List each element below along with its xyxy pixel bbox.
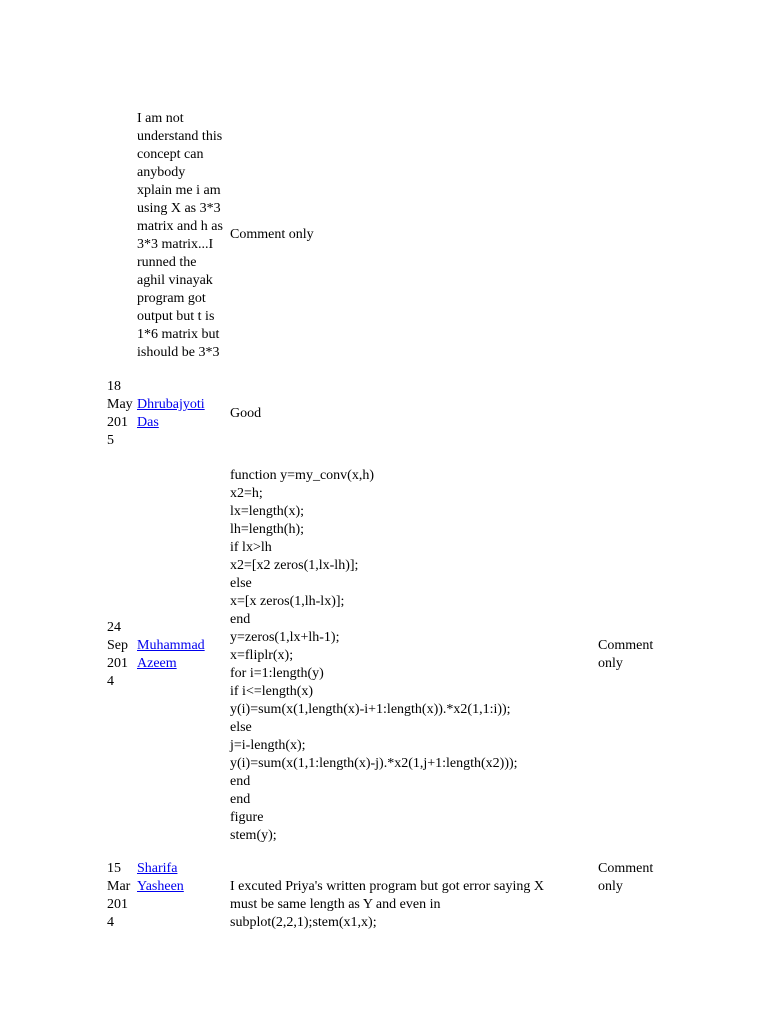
text-line: runned the: [137, 255, 197, 270]
text-line: function y=my_conv(x,h): [230, 468, 374, 483]
text-line: Mar: [107, 879, 131, 894]
text-line: I excuted Priya's written program but got error saying X: [230, 879, 544, 894]
text-line: 3*3 matrix...I: [137, 237, 214, 252]
comment-text: [230, 405, 261, 423]
text-line: Good: [230, 406, 262, 421]
text-line: output but t is: [137, 309, 215, 324]
comment-text: [230, 878, 544, 932]
comment-date: [107, 378, 133, 450]
text-line: I am not: [137, 111, 184, 126]
text-line: matrix and h as: [137, 219, 223, 234]
text-line: understand this: [137, 129, 223, 144]
status-label: [598, 637, 653, 673]
text-line: x2=h;: [230, 486, 263, 501]
author-link[interactable]: [137, 637, 205, 673]
text-line: Sharifa: [137, 861, 178, 876]
author-link[interactable]: [137, 860, 184, 896]
text-line: concept can: [137, 147, 204, 162]
text-line: y=zeros(1,lx+lh-1);: [230, 630, 340, 645]
text-line: stem(y);: [230, 828, 277, 843]
text-line: if i<=length(x): [230, 684, 314, 699]
text-line: Dhrubajyoti: [137, 397, 205, 412]
comment-code: [230, 467, 518, 845]
text-line: only: [598, 879, 623, 894]
text-line: end: [230, 774, 251, 789]
text-line: 201: [107, 656, 128, 671]
comment-date: [107, 619, 128, 691]
text-line: for i=1:length(y): [230, 666, 324, 681]
text-line: Comment: [598, 861, 654, 876]
text-line: program got: [137, 291, 206, 306]
author-link[interactable]: [137, 396, 205, 432]
text-line: Das: [137, 415, 159, 430]
text-line: y(i)=sum(x(1,1:length(x)-j).*x2(1,j+1:length(x2)));: [230, 756, 518, 771]
text-line: 201: [107, 897, 128, 912]
text-line: Comment only: [230, 227, 314, 242]
text-line: x=fliplr(x);: [230, 648, 294, 663]
text-line: anybody: [137, 165, 186, 180]
text-line: end: [230, 612, 251, 627]
text-line: Sep: [107, 638, 128, 653]
comment-date: [107, 860, 130, 932]
text-line: 201: [107, 415, 128, 430]
text-line: 18: [107, 379, 121, 394]
text-line: else: [230, 720, 252, 735]
text-line: subplot(2,2,1);stem(x1,x);: [230, 915, 377, 930]
text-line: xplain me i am: [137, 183, 221, 198]
comment-text: [137, 110, 223, 362]
text-line: figure: [230, 810, 264, 825]
text-line: using X as 3*3: [137, 201, 221, 216]
status-label: [230, 226, 314, 244]
text-line: 1*6 matrix but: [137, 327, 220, 342]
status-label: [598, 860, 653, 896]
text-line: else: [230, 576, 252, 591]
text-line: May: [107, 397, 133, 412]
text-line: if lx>lh: [230, 540, 272, 555]
text-line: j=i-length(x);: [230, 738, 306, 753]
text-line: 15: [107, 861, 121, 876]
text-line: Yasheen: [137, 879, 184, 894]
text-line: 24: [107, 620, 121, 635]
text-line: x2=[x2 zeros(1,lx-lh)];: [230, 558, 359, 573]
text-line: lh=length(h);: [230, 522, 304, 537]
text-line: aghil vinayak: [137, 273, 213, 288]
text-line: y(i)=sum(x(1,length(x)-i+1:length(x)).*x2(1,1:i));: [230, 702, 511, 717]
text-line: only: [598, 656, 623, 671]
text-line: 5: [107, 433, 114, 448]
text-line: ishould be 3*3: [137, 345, 220, 360]
text-line: end: [230, 792, 251, 807]
text-line: Comment: [598, 638, 654, 653]
text-line: Azeem: [137, 656, 177, 671]
text-line: x=[x zeros(1,lh-lx)];: [230, 594, 345, 609]
text-line: Muhammad: [137, 638, 205, 653]
text-line: 4: [107, 674, 114, 689]
text-line: must be same length as Y and even in: [230, 897, 441, 912]
text-line: 4: [107, 915, 114, 930]
text-line: lx=length(x);: [230, 504, 304, 519]
